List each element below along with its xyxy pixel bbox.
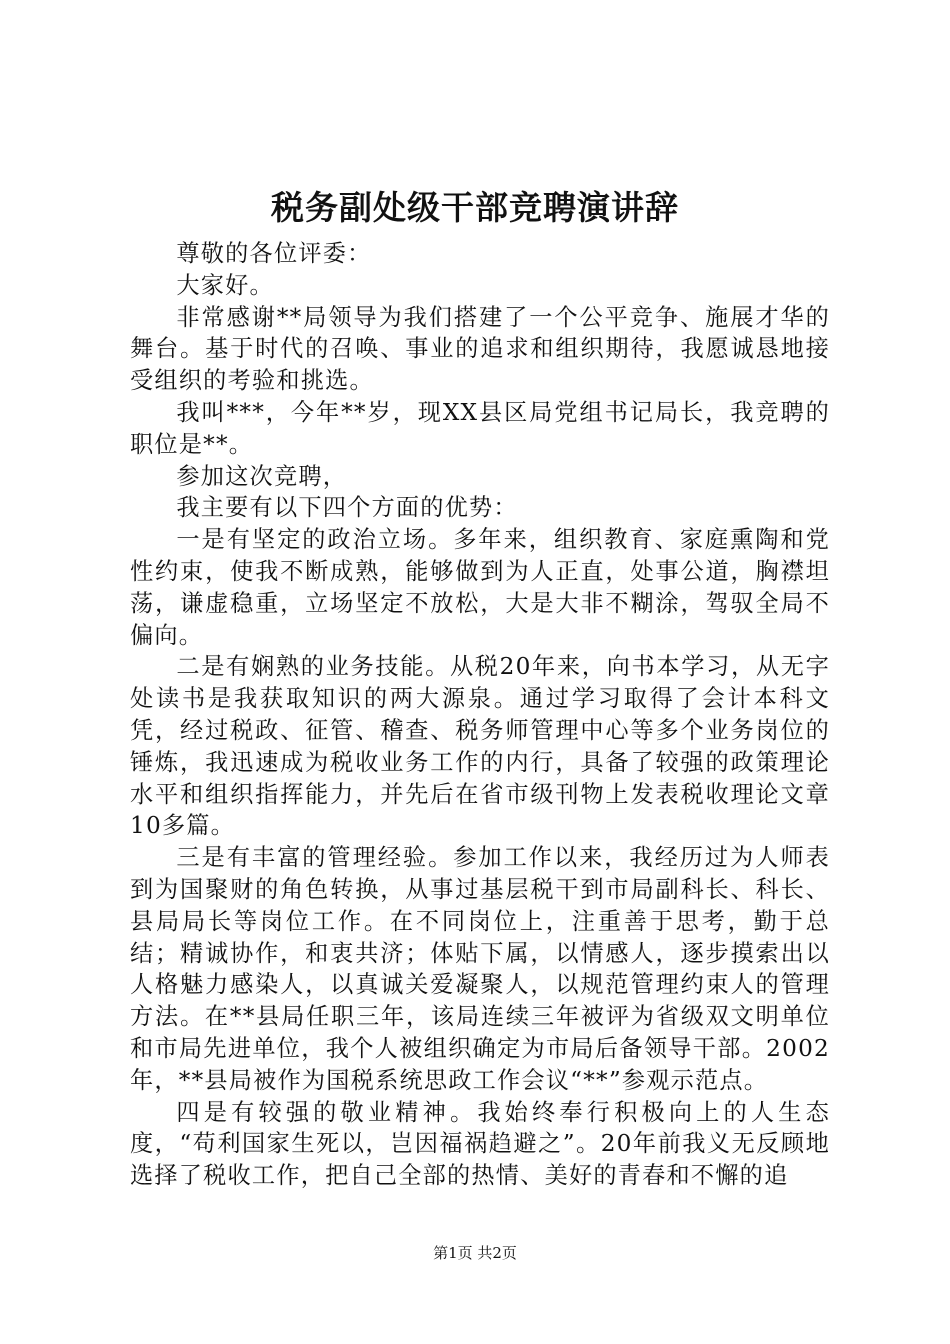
paragraph-salutation: 尊敬的各位评委： [176,240,372,267]
paragraph-greeting: 大家好。 [176,271,274,299]
paragraph-thanks: 非常感谢**局领导为我们搭建了一个公平竞争、施展才华的舞台。基于时代的召唤、事业的追求和组织期待，我愿诚恳地接受组织的考验和挑选。 [130,303,830,395]
paragraph-introduction: 我叫***，今年**岁，现XX县区局党组书记局长，我竞聘的职位是**。 [130,398,830,458]
document-body [130,238,830,1192]
paragraph-advantage-three: 三是有丰富的管理经验。参加工作以来，我经历过为人师表到为国聚财的角色转换，从事过基层税干到市局副科长、科长、县局局长等岗位工作。在不同岗位上，注重善于思考，勤于总结；精诚协作，和衷共济；体贴下属，以情感人，逐步摸索出以人格魅力感染人，以真诚关爱凝聚人，以规范管理约束人的管理方法。在**县局任职三年，该局连续三年被评为省级双文明单位和市局先进单位，我个人被组织确定为市局后备领导干部。2002年，**县局被作为国税系统思政工作会议“**”参观示范点。 [130,844,830,1094]
paragraph-advantage-one: 一是有坚定的政治立场。多年来，组织教育、家庭熏陶和党性约束，使我不断成熟，能够做到为人正直，处事公道，胸襟坦荡，谦虚稳重，立场坚定不放松，大是大非不糊涂，驾驭全局不偏向。 [130,526,830,649]
paragraph-advantage-four: 四是有较强的敬业精神。我始终奉行积极向上的人生态度，“苟利国家生死以，岂因福祸趋避之”。20年前我义无反顾地选择了税收工作，把自己全部的热情、美好的青春和不懈的追 [130,1098,830,1190]
paragraph-advantage-two: 二是有娴熟的业务技能。从税20年来，向书本学习，从无字处读书是我获取知识的两大源泉。通过学习取得了会计本科文凭，经过税政、征管、稽查、税务师管理中心等多个业务岗位的锤炼，我迅速成为税收业务工作的内行，具备了较强的政策理论水平和组织指挥能力，并先后在省市级刊物上发表税收理论文章10多篇。 [130,653,830,840]
page-number: 第1页 共2页 [433,1244,517,1262]
document-title: 税务副处级干部竞聘演讲辞 [271,188,679,227]
paragraph-participation: 参加这次竞聘， [176,462,348,490]
paragraph-advantages-intro: 我主要有以下四个方面的优势： [176,494,518,522]
